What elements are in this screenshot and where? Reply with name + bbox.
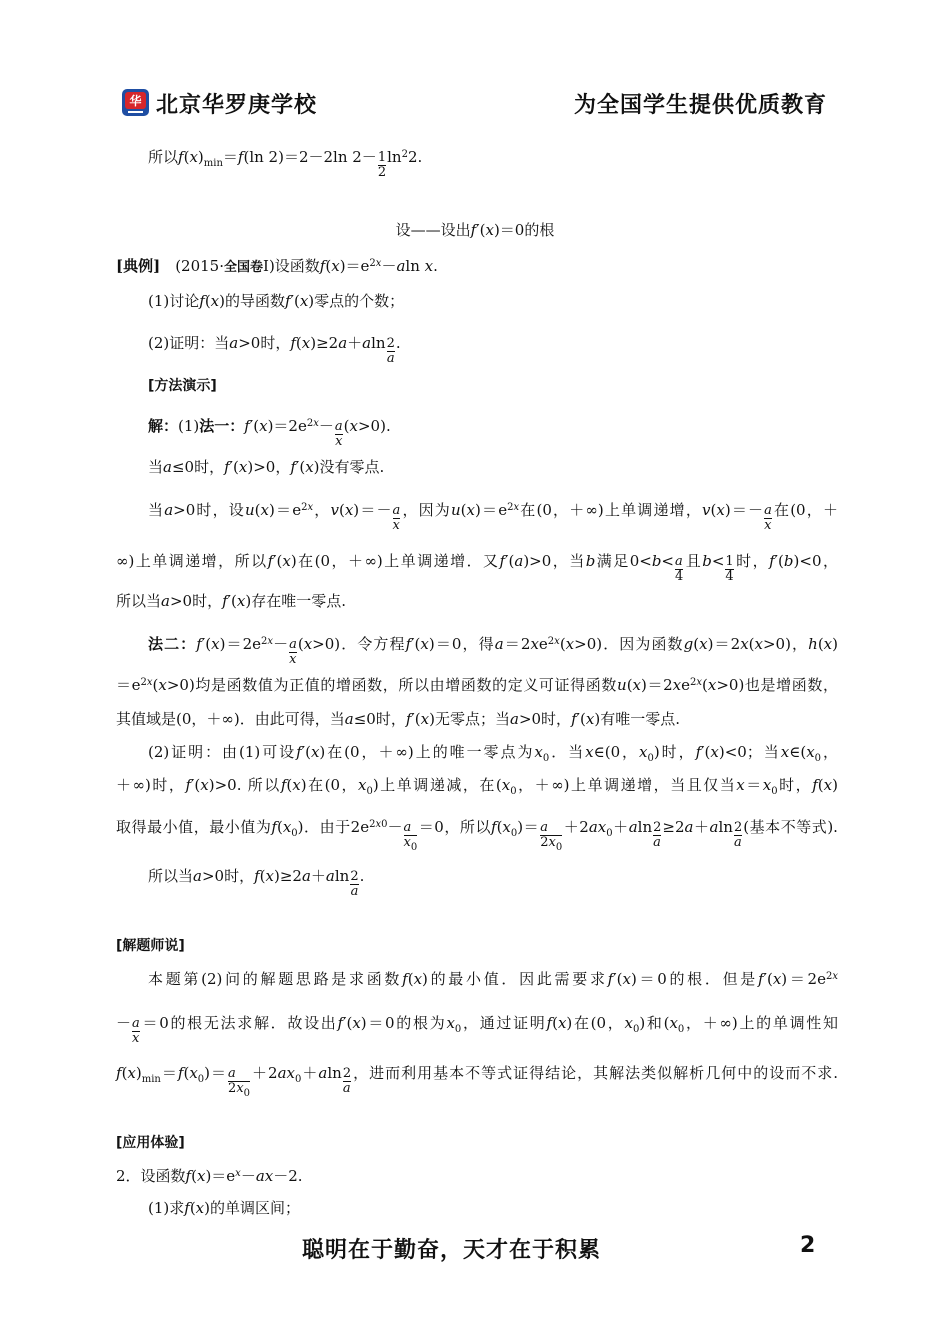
page-number: 2 <box>800 1233 816 1258</box>
text-line: (2)证明：由(1)可设f′(x)在(0，＋∞)上的唯一零点为$x_0$．当x∈(0，$x_0$)时，f′(x)<0；当$x\in(x_0$， <box>148 743 838 764</box>
text-line: [方法演示] <box>148 378 217 394</box>
text-line: ∞)上单调递增，所以f′(x)在(0，＋∞)上单调递增．又f′(a)>0，当b满足0<b< $\frac{a}{4}$ 且b< $\frac{1}{4}$ 时，f′(b)<0， <box>116 552 838 584</box>
text-line: ＋∞)时，f′(x)>0. 所以f(x)在(0，$x_0$)上单调递减，在($x_0$，＋∞)上单调递增，当且仅当$x=x_0$时，f(x) <box>116 776 838 797</box>
text-line: － $\frac{a}{x}$ ＝0的根无法求解．故设出f′(x)＝0的根为$x_0$，通过证明f(x)在(0，$x_0$)和($x_0$，＋∞)上的单调性知 <box>116 1014 838 1046</box>
school-logo-icon <box>122 89 149 116</box>
text-line: $=e^{2x}(x>0)$均是函数值为正值的增函数，所以由增函数的定义可证得函数$u(x)=2xe^{2x}(x>0)$也是增函数， <box>116 676 838 694</box>
text-line: (1)讨论f(x)的导函数f′(x)零点的个数； <box>148 292 405 310</box>
text-line: [解题师说] <box>116 938 185 954</box>
text-line: $f(x)_{min}=f(x_0)=$ $\frac{a}{2x_0}$ $+2ax_0+aln$ $\frac{2}{a}$ ，进而利用基本不等式证得结论，其解法类似解析几何中的设而不求. <box>116 1064 838 1099</box>
text-line: [应用体验] <box>116 1135 185 1151</box>
text-line: 当a>0时，设$u(x)=e^{2x}$，v(x)＝－ $\frac{a}{x}$ ，因为$u(x)=e^{2x}$在(0，＋∞)上单调递增，v(x)＝－ $\frac{a}{x}$ 在(0，＋ <box>148 501 838 533</box>
text-line: (1)求f(x)的单调区间； <box>148 1199 300 1217</box>
text-line: 所以当a>0时，f′(x)存在唯一零点. <box>116 592 347 610</box>
text-line: 所以当a>0时，f(x)≥2a＋aln $\frac{2}{a}$ . <box>148 867 365 899</box>
text-line: 其值域是(0，＋∞)．由此可得，当a≤0时，f′(x)无零点；当a>0时，f′(x)有唯一零点. <box>116 710 680 728</box>
text-line: 解：(1)法一：$f'(x)=2e^{2x}-$ $\frac{a}{x}$ (x>0). <box>148 417 391 449</box>
text-line: [典例] (2015·全国卷Ⅰ)设函数$f(x)=e^{2x}-aln$ x. <box>116 257 438 275</box>
text-line: 取得最小值，最小值为$f(x_0)$．由于$2e^{2x0}-$ $\frac{a}{x_0}$ ＝0，所以$f(x_0)=$ $\frac{a}{2x_0}$ $+2ax_0+aln$ $\frac{2}{a}$ ≥2a＋aln $\frac{2}{a}$ (基本不等式). <box>116 818 838 853</box>
footer-motto: 聪明在于勤奋，天才在于积累 <box>302 1238 602 1263</box>
text-line: 所以$f(x)_{min}=f(\ln$ 2)＝2－2ln 2－ $\frac{1}{2}$ $\ln^22$. <box>148 148 423 180</box>
page-header <box>122 86 827 122</box>
text-line: 本题第(2)问的解题思路是求函数f(x)的最小值．因此需要求f′(x)＝0的根．但是$f'(x)=2e^{2x}$ <box>148 970 838 988</box>
text-line: 当a≤0时，f′(x)>0，f′(x)没有零点. <box>148 458 385 476</box>
school-name: 北京华罗庚学校 <box>156 93 318 118</box>
svg-text:华: 华 <box>129 94 142 108</box>
text-line: 2．设函数$f(x)=e^x-ax-2$. <box>116 1167 303 1185</box>
text-line: (2)证明：当a>0时，f(x)≥2a＋aln $\frac{2}{a}$ . <box>148 334 401 366</box>
section-title: 设——设出f′(x)＝0的根 <box>395 221 555 239</box>
header-slogan: 为全国学生提供优质教育 <box>573 93 827 118</box>
text-line: 法二：$f'(x)=2e^{2x}-$ $\frac{a}{x}$ (x>0)．令方程f′(x)＝0，得$a=2xe^{2x}(x>0)$．因为函数g(x)＝2x(x>0)，h(x) <box>148 635 838 667</box>
